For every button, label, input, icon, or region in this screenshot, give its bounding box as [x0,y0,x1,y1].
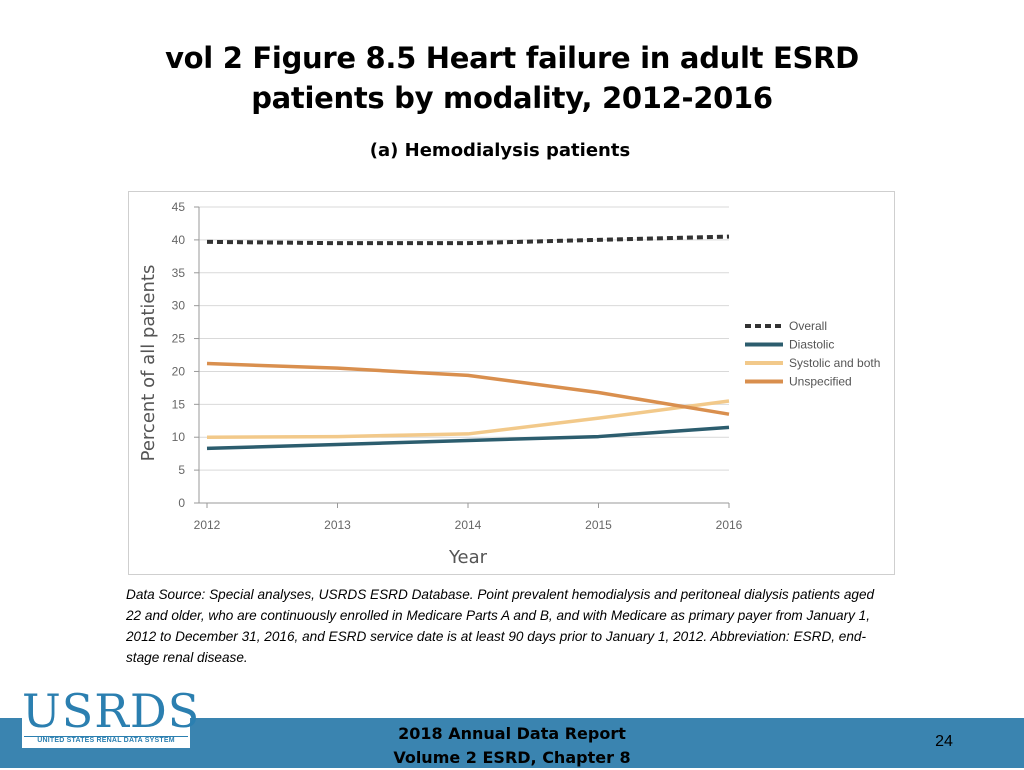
data-source-note: Data Source: Special analyses, USRDS ESRD Database. Point prevalent hemodialysis and peritoneal dialysis patients aged 22 and older, who are continuously enrolled in Medicare Parts A and B, and with Medicare as primary payer from January 1, 2012 to December 31, 2016, and ESRD service date is at least 90 days prior to January 1, 2012. Abbreviation: ESRD, end-stage renal disease. [126,587,875,665]
x-tick-label: 2016 [715,518,743,532]
footer-line-2: Volume 2 ESRD, Chapter 8 [393,748,631,767]
y-axis-label: Percent of all patients [138,264,159,462]
y-tick-label: 15 [171,397,185,412]
y-tick-label: 0 [178,496,185,510]
x-tick-label: 2012 [193,518,221,532]
y-tick-label: 35 [171,265,185,280]
x-tick-label: 2015 [585,518,612,532]
line-chart [129,192,896,576]
footer-line-1: 2018 Annual Data Report [398,724,626,743]
slide-title: vol 2 Figure 8.5 Heart failure in adult ESRD patients by modality, 2012-2016 [165,41,859,115]
footer-report-title [362,722,662,770]
usrds-logo [22,684,201,748]
y-tick-label: 10 [171,430,185,445]
legend-label: Diastolic [789,337,835,352]
legend-label: Systolic and both [789,356,881,370]
y-tick-label: 30 [171,298,185,313]
chart-panel [128,191,895,575]
x-axis-label: Year [448,547,488,568]
x-tick-label: 2013 [324,518,351,532]
page-number: 24 [935,733,953,750]
y-tick-label: 40 [171,232,185,247]
y-tick-label: 20 [171,364,185,379]
legend-label: Unspecified [789,374,852,389]
logo-wordmark: USRDS [22,684,201,738]
legend-label: Overall [789,319,828,333]
chart-subtitle: (a) Hemodialysis patients [369,140,631,161]
y-tick-label: 5 [178,463,185,478]
logo-subtext: UNITED STATES RENAL DATA SYSTEM [24,736,188,744]
y-tick-label: 25 [171,331,185,346]
x-tick-label: 2014 [454,518,482,532]
y-tick-label: 45 [171,200,185,214]
